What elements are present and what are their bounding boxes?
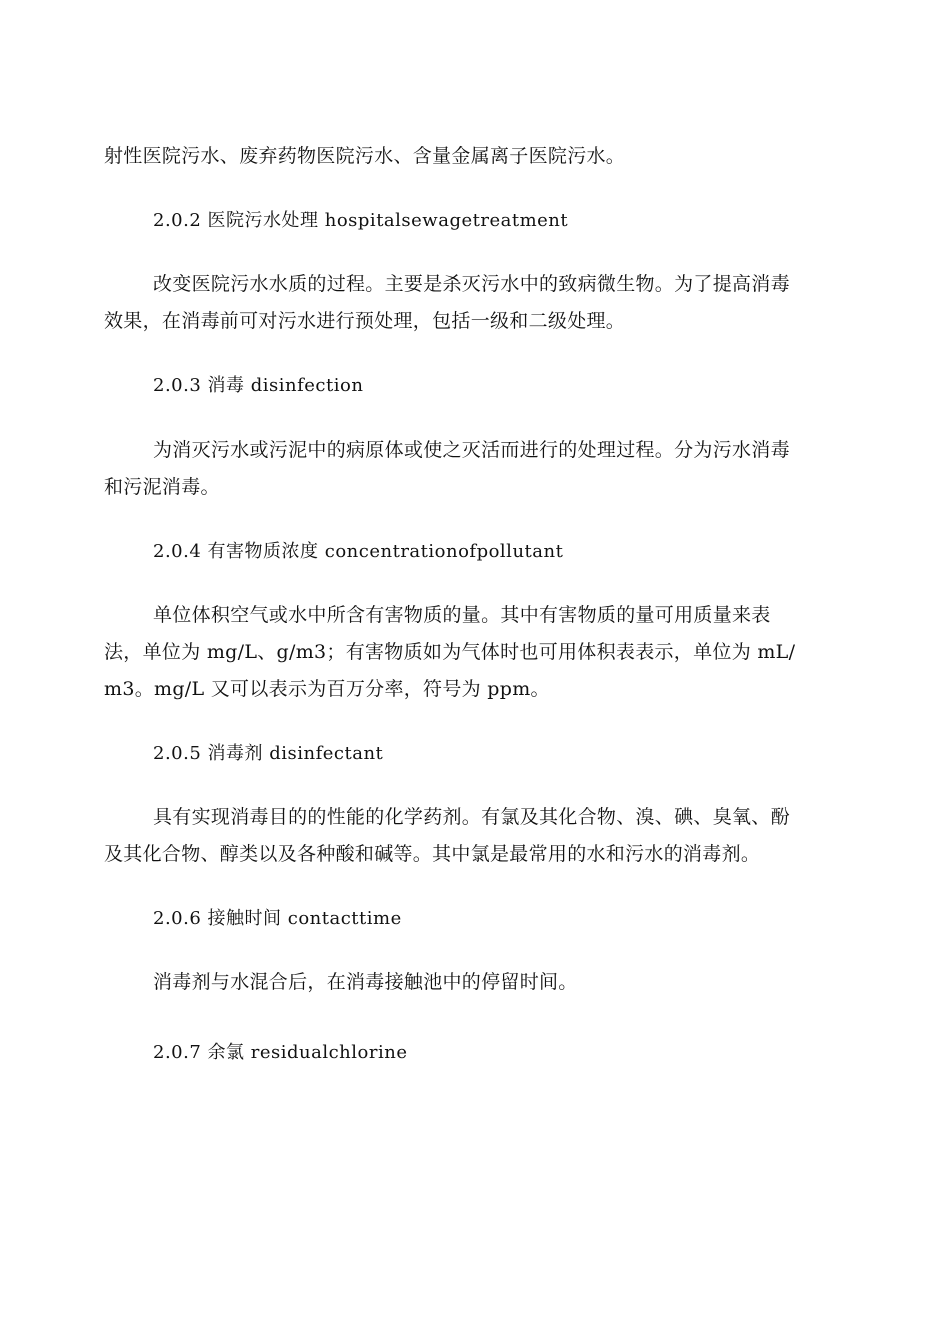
paragraph-line: 及其化合物、醇类以及各种酸和碱等。其中氯是最常用的水和污水的消毒剂。 <box>104 843 761 865</box>
paragraph-line: 消毒剂与水混合后，在消毒接触池中的停留时间。 <box>153 971 578 993</box>
section-heading-2-0-4: 2.0.4 有害物质浓度 concentrationofpollutant <box>153 541 564 562</box>
section-heading-2-0-3: 2.0.3 消毒 disinfection <box>153 375 364 396</box>
paragraph-line: 具有实现消毒目的的性能的化学药剂。有氯及其化合物、溴、碘、臭氧、酚 <box>153 806 790 828</box>
paragraph-line: 和污泥消毒。 <box>104 476 220 498</box>
paragraph-line: 单位体积空气或水中所含有害物质的量。其中有害物质的量可用质量来表 <box>153 604 771 626</box>
paragraph-line: 射性医院污水、废弃药物医院污水、含量金属离子医院污水。 <box>104 145 626 167</box>
section-heading-2-0-2: 2.0.2 医院污水处理 hospitalsewagetreatment <box>153 210 569 231</box>
paragraph-line: 效果，在消毒前可对污水进行预处理，包括一级和二级处理。 <box>104 310 626 332</box>
paragraph-line: 为消灭污水或污泥中的病原体或使之灭活而进行的处理过程。分为污水消毒 <box>153 439 790 461</box>
section-heading-2-0-5: 2.0.5 消毒剂 disinfectant <box>153 743 384 764</box>
paragraph-line: m3。mg/L 又可以表示为百万分率，符号为 ppm。 <box>104 678 550 700</box>
paragraph-line: 法，单位为 mg/L、g/m3；有害物质如为气体时也可用体积表表示，单位为 mL/ <box>104 641 796 663</box>
section-heading-2-0-7: 2.0.7 余氯 residualchlorine <box>153 1042 408 1063</box>
paragraph-line: 改变医院污水水质的过程。主要是杀灭污水中的致病微生物。为了提高消毒 <box>153 273 790 295</box>
section-heading-2-0-6: 2.0.6 接触时间 contacttime <box>153 908 402 929</box>
